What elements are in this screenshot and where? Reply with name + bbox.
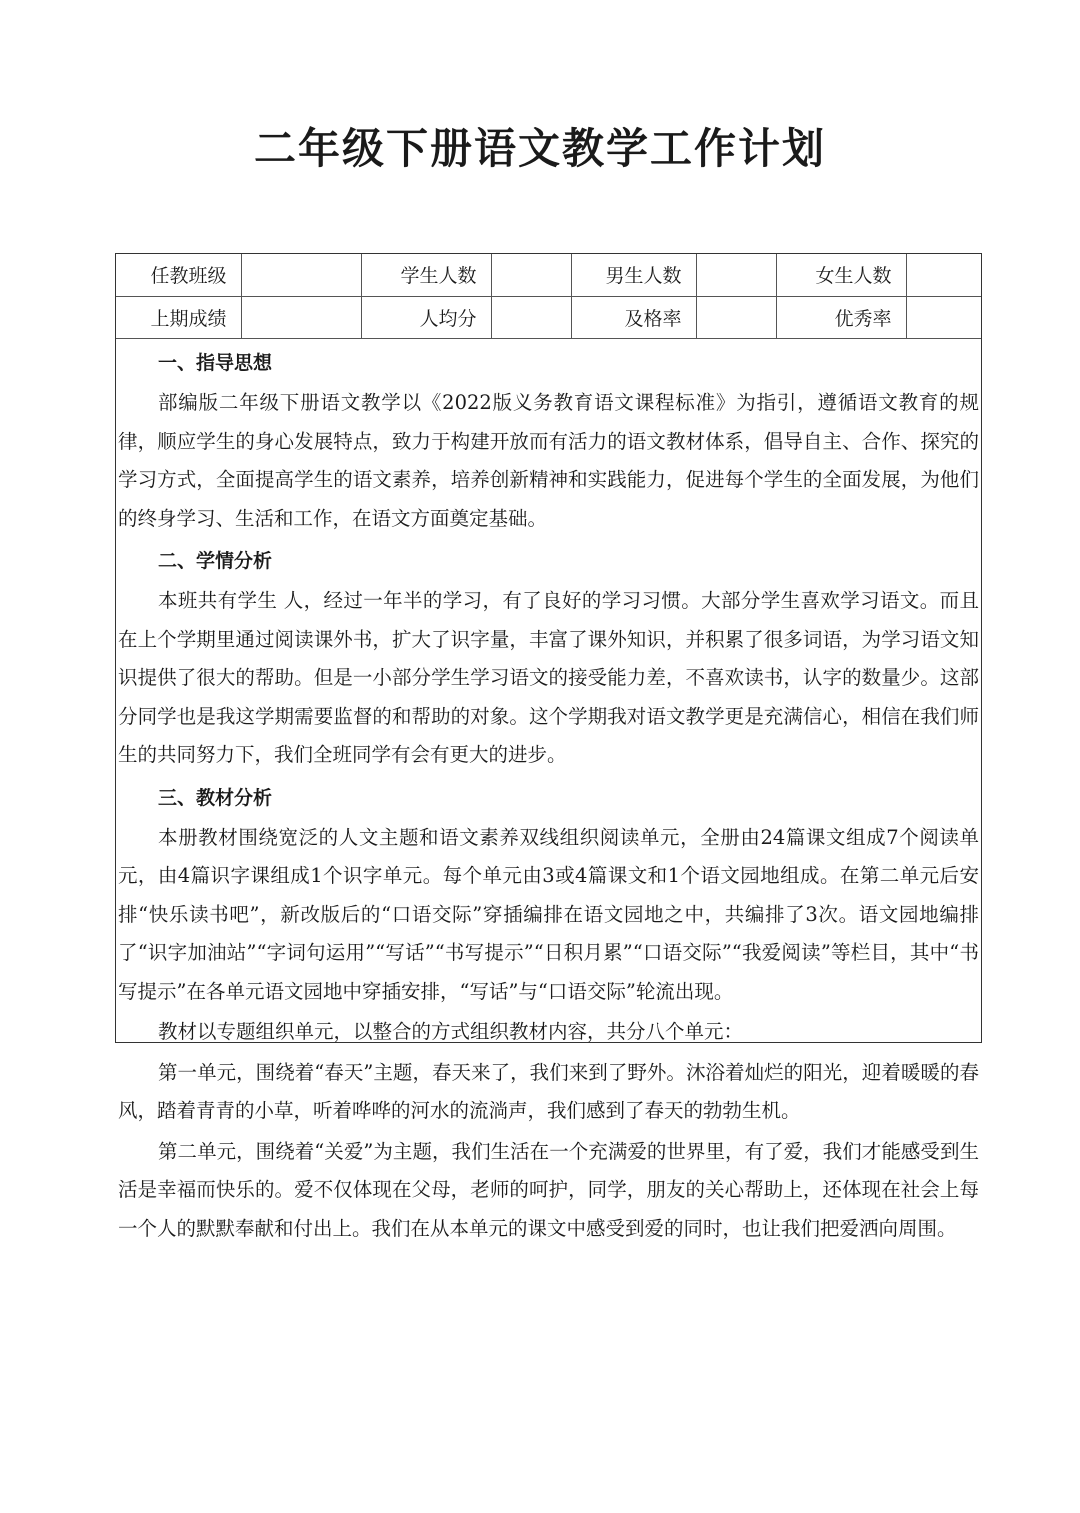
label-average: 人均分 bbox=[361, 296, 491, 338]
table-row bbox=[116, 296, 981, 338]
label-pass-rate: 及格率 bbox=[571, 296, 696, 338]
section-heading-student-analysis: 二、学情分析 bbox=[158, 550, 273, 572]
paragraph: 本册教材围绕宽泛的人文主题和语文素养双线组织阅读单元，全册由24篇课文组成7个阅读单元，由4篇识字课组成1个识字单元。每个单元由3或4篇课文和1个语文园地组成。在第二单元后安排“快乐读书吧”，新改版后的“口语交际”穿插编排在语文园地之中，共编排了3次。语文园地编排了“识字加油站”“字词句运用”“写话”“书写提示”“日积月累”“口语交际”“我爱阅读”等栏目，其中“书写提示”在各单元语文园地中穿插安排，“写话”与“口语交际”轮流出现。 bbox=[118, 825, 979, 1003]
label-girl-count: 女生人数 bbox=[776, 254, 906, 296]
section-heading-textbook-analysis: 三、教材分析 bbox=[158, 786, 273, 809]
value-student-count[interactable] bbox=[491, 254, 571, 296]
value-average[interactable] bbox=[491, 296, 571, 338]
paragraph: 教材以专题组织单元，以整合的方式组织教材内容，共分八个单元： bbox=[158, 1020, 744, 1043]
value-girl-count[interactable] bbox=[906, 254, 981, 296]
value-class[interactable] bbox=[241, 254, 361, 296]
value-last-score[interactable] bbox=[241, 296, 361, 338]
paragraph: 第二单元，围绕着“关爱”为主题，我们生活在一个充满爱的世界里，有了爱，我们才能感受到生活是幸福而快乐的。爱不仅体现在父母，老师的呵护，同学，朋友的关心帮助上，还体现在社会上每一个人的默默奉献和付出上。我们在从本单元的课文中感受到爱的同时，也让我们把爱洒向周围。 bbox=[118, 1139, 979, 1240]
plan-form bbox=[115, 253, 982, 1240]
label-class: 任教班级 bbox=[116, 254, 241, 296]
label-last-score: 上期成绩 bbox=[116, 296, 241, 338]
label-boy-count: 男生人数 bbox=[571, 254, 696, 296]
section-heading-guiding-thought: 一、指导思想 bbox=[158, 352, 273, 374]
table-row bbox=[116, 254, 981, 296]
value-boy-count[interactable] bbox=[696, 254, 776, 296]
plan-body bbox=[116, 342, 981, 1250]
label-excellent-rate: 优秀率 bbox=[776, 296, 906, 338]
paragraph: 本班共有学生 人，经过一年半的学习，有了良好的学习习惯。大部分学生喜欢学习语文。而且在上个学期里通过阅读课外书，扩大了识字量，丰富了课外知识，并积累了很多词语，为学习语文知识提供了很大的帮助。但是一小部分学生学习语文的接受能力差，不喜欢读书，认字的数量少。这部分同学也是我这学期需要监督的和帮助的对象。这个学期我对语文教学更是充满信心，相信在我们师生的共同努力下，我们全班同学有会有更大的进步。 bbox=[118, 589, 979, 766]
page-title: 二年级下册语文教学工作计划 bbox=[253, 124, 826, 173]
label-student-count: 学生人数 bbox=[361, 254, 491, 296]
class-info-table bbox=[116, 254, 981, 339]
paragraph: 部编版二年级下册语文教学以《2022版义务教育语文课程标准》为指引，遵循语文教育的规律，顺应学生的身心发展特点，致力于构建开放而有活力的语文教材体系，倡导自主、合作、探究的学习方式，全面提高学生的语文素养，培养创新精神和实践能力，促进每个学生的全面发展，为他们的终身学习、生活和工作，在语文方面奠定基础。 bbox=[118, 391, 979, 530]
paragraph: 第一单元，围绕着“春天”主题，春天来了，我们来到了野外。沐浴着灿烂的阳光，迎着暖暖的春风，踏着青青的小草，听着哗哗的河水的流淌声，我们感到了春天的勃勃生机。 bbox=[118, 1060, 979, 1122]
value-excellent-rate[interactable] bbox=[906, 296, 981, 338]
value-pass-rate[interactable] bbox=[696, 296, 776, 338]
